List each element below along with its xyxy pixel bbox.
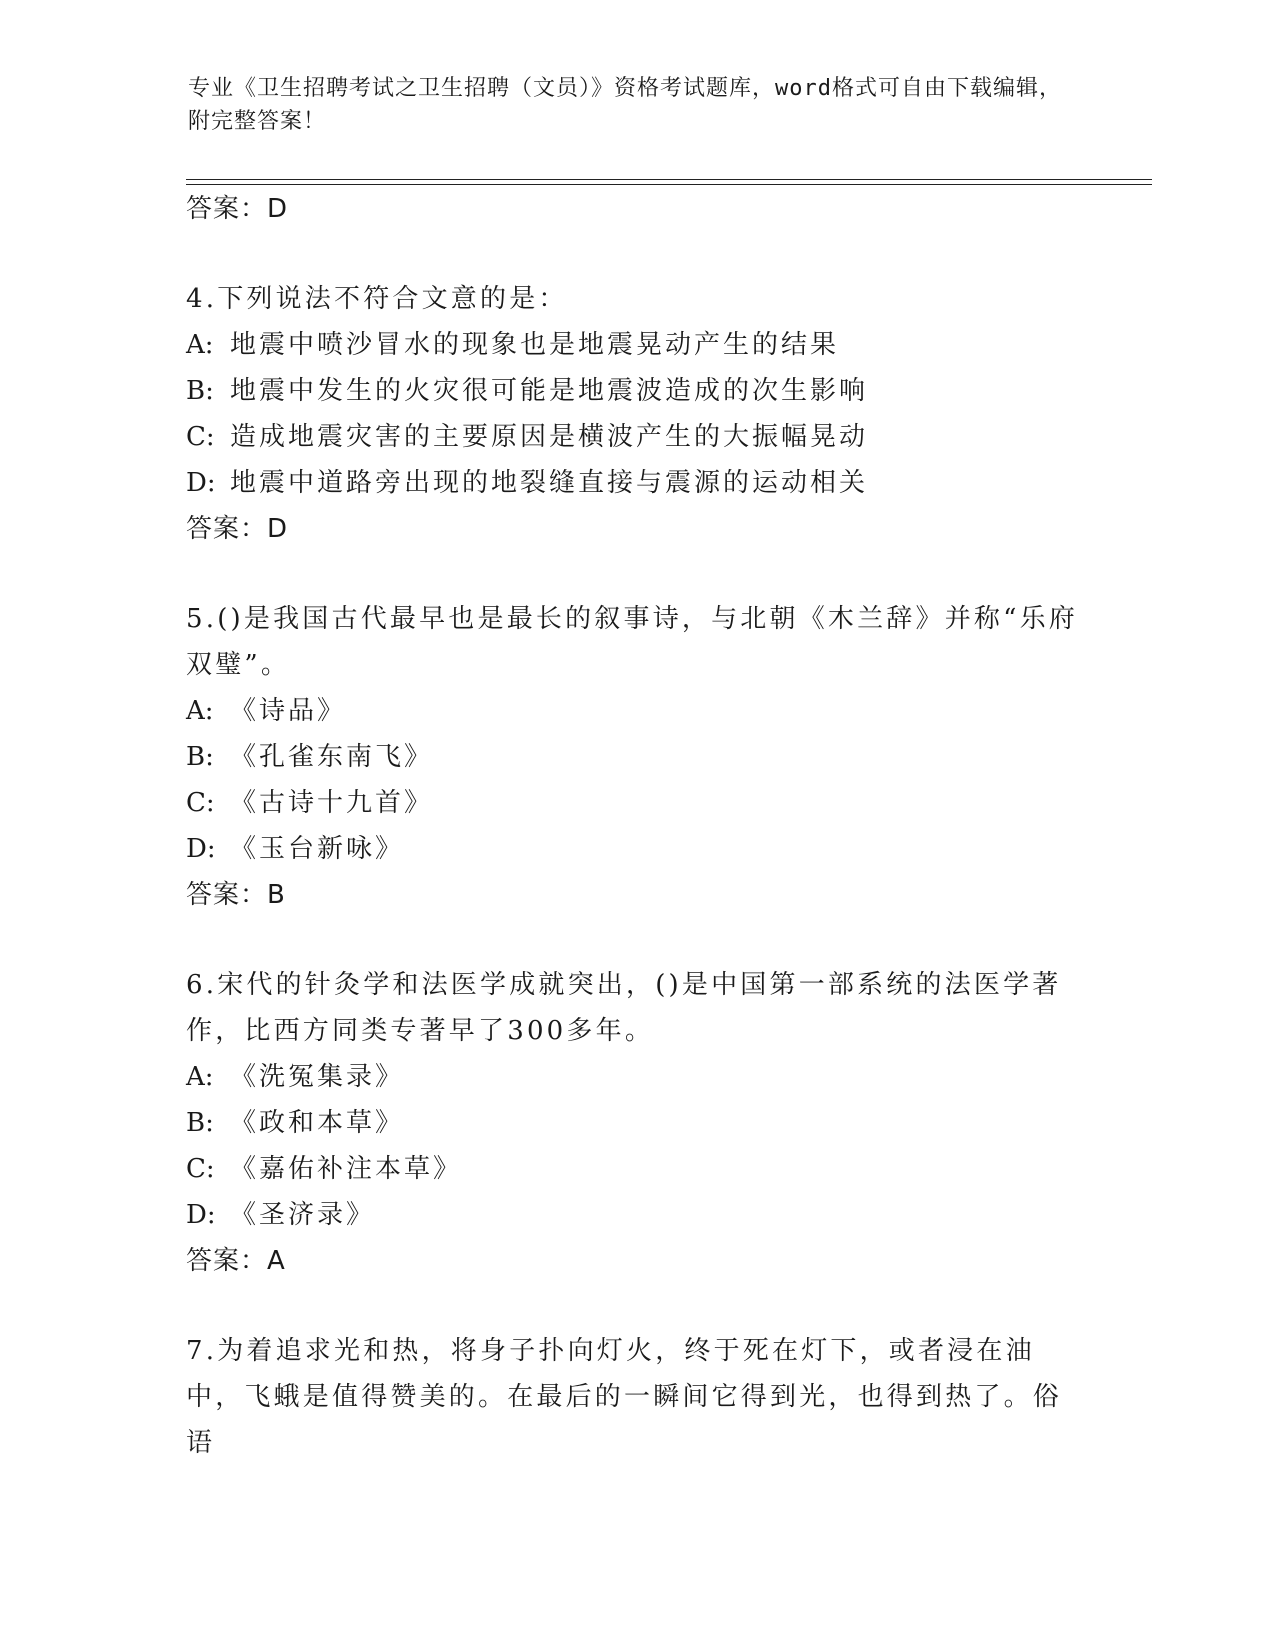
option-label: D: [186,1200,216,1230]
option-text: 《古诗十九首》 [230,788,434,818]
option-text: 《嘉佑补注本草》 [230,1154,463,1184]
option-label: A: [186,330,214,360]
option-d [186,460,1086,506]
option-c [186,1146,1086,1192]
header-divider-top [186,179,1152,180]
option-label: C: [186,788,215,818]
option-label: D: [186,468,216,498]
option-text: 《政和本草》 [230,1108,405,1138]
option-a [186,688,1086,734]
option-label: D: [186,834,216,864]
option-b [186,1100,1086,1146]
option-text: 《孔雀东南飞》 [230,742,434,772]
option-label: A: [186,1062,214,1092]
option-text: 《诗品》 [230,696,347,726]
option-label: B: [186,376,214,406]
question-text: 5.()是我国古代最早也是最长的叙事诗，与北朝《木兰辞》并称“乐府双璧”。 [186,604,1078,680]
option-label: B: [186,742,214,772]
option-text: 《玉台新咏》 [230,834,405,864]
option-d [186,1192,1086,1238]
option-label: C: [186,422,215,452]
option-label: C: [186,1154,215,1184]
question-6 [186,962,1086,1284]
option-label: A: [186,696,214,726]
option-a [186,1054,1086,1100]
option-text: 《圣济录》 [230,1200,376,1230]
answer-line: 答案：D [186,194,289,224]
option-a [186,322,1086,368]
question-5 [186,596,1086,918]
answer-line: 答案：A [186,1246,286,1276]
option-text: 《洗冤集录》 [230,1062,405,1092]
document-header: 专业《卫生招聘考试之卫生招聘（文员）》资格考试题库，word格式可自由下载编辑，附完整答案！ [188,76,1062,134]
option-c [186,780,1086,826]
option-text: 地震中发生的火灾很可能是地震波造成的次生影响 [230,376,869,406]
question-text: 4.下列说法不符合文意的是： [186,284,568,314]
question-text: 6.宋代的针灸学和法医学成就突出，()是中国第一部系统的法医学著作，比西方同类专著早了300多年。 [186,970,1062,1046]
answer-line: 答案：B [186,880,286,910]
option-label: B: [186,1108,214,1138]
question-text: 7.为着追求光和热，将身子扑向灯火，终于死在灯下，或者浸在油中，飞蛾是值得赞美的。在最后的一瞬间它得到光，也得到热了。俗语 [186,1336,1063,1458]
option-b [186,368,1086,414]
option-text: 造成地震灾害的主要原因是横波产生的大振幅晃动 [230,422,869,452]
question-7 [186,1328,1086,1466]
option-d [186,826,1086,872]
header-divider-bottom [186,184,1152,185]
option-b [186,734,1086,780]
answer-line: 答案：D [186,514,289,544]
option-text: 地震中喷沙冒水的现象也是地震晃动产生的结果 [230,330,840,360]
question-list [186,186,1086,1466]
question-4 [186,276,1086,552]
option-c [186,414,1086,460]
option-text: 地震中道路旁出现的地裂缝直接与震源的运动相关 [230,468,869,498]
